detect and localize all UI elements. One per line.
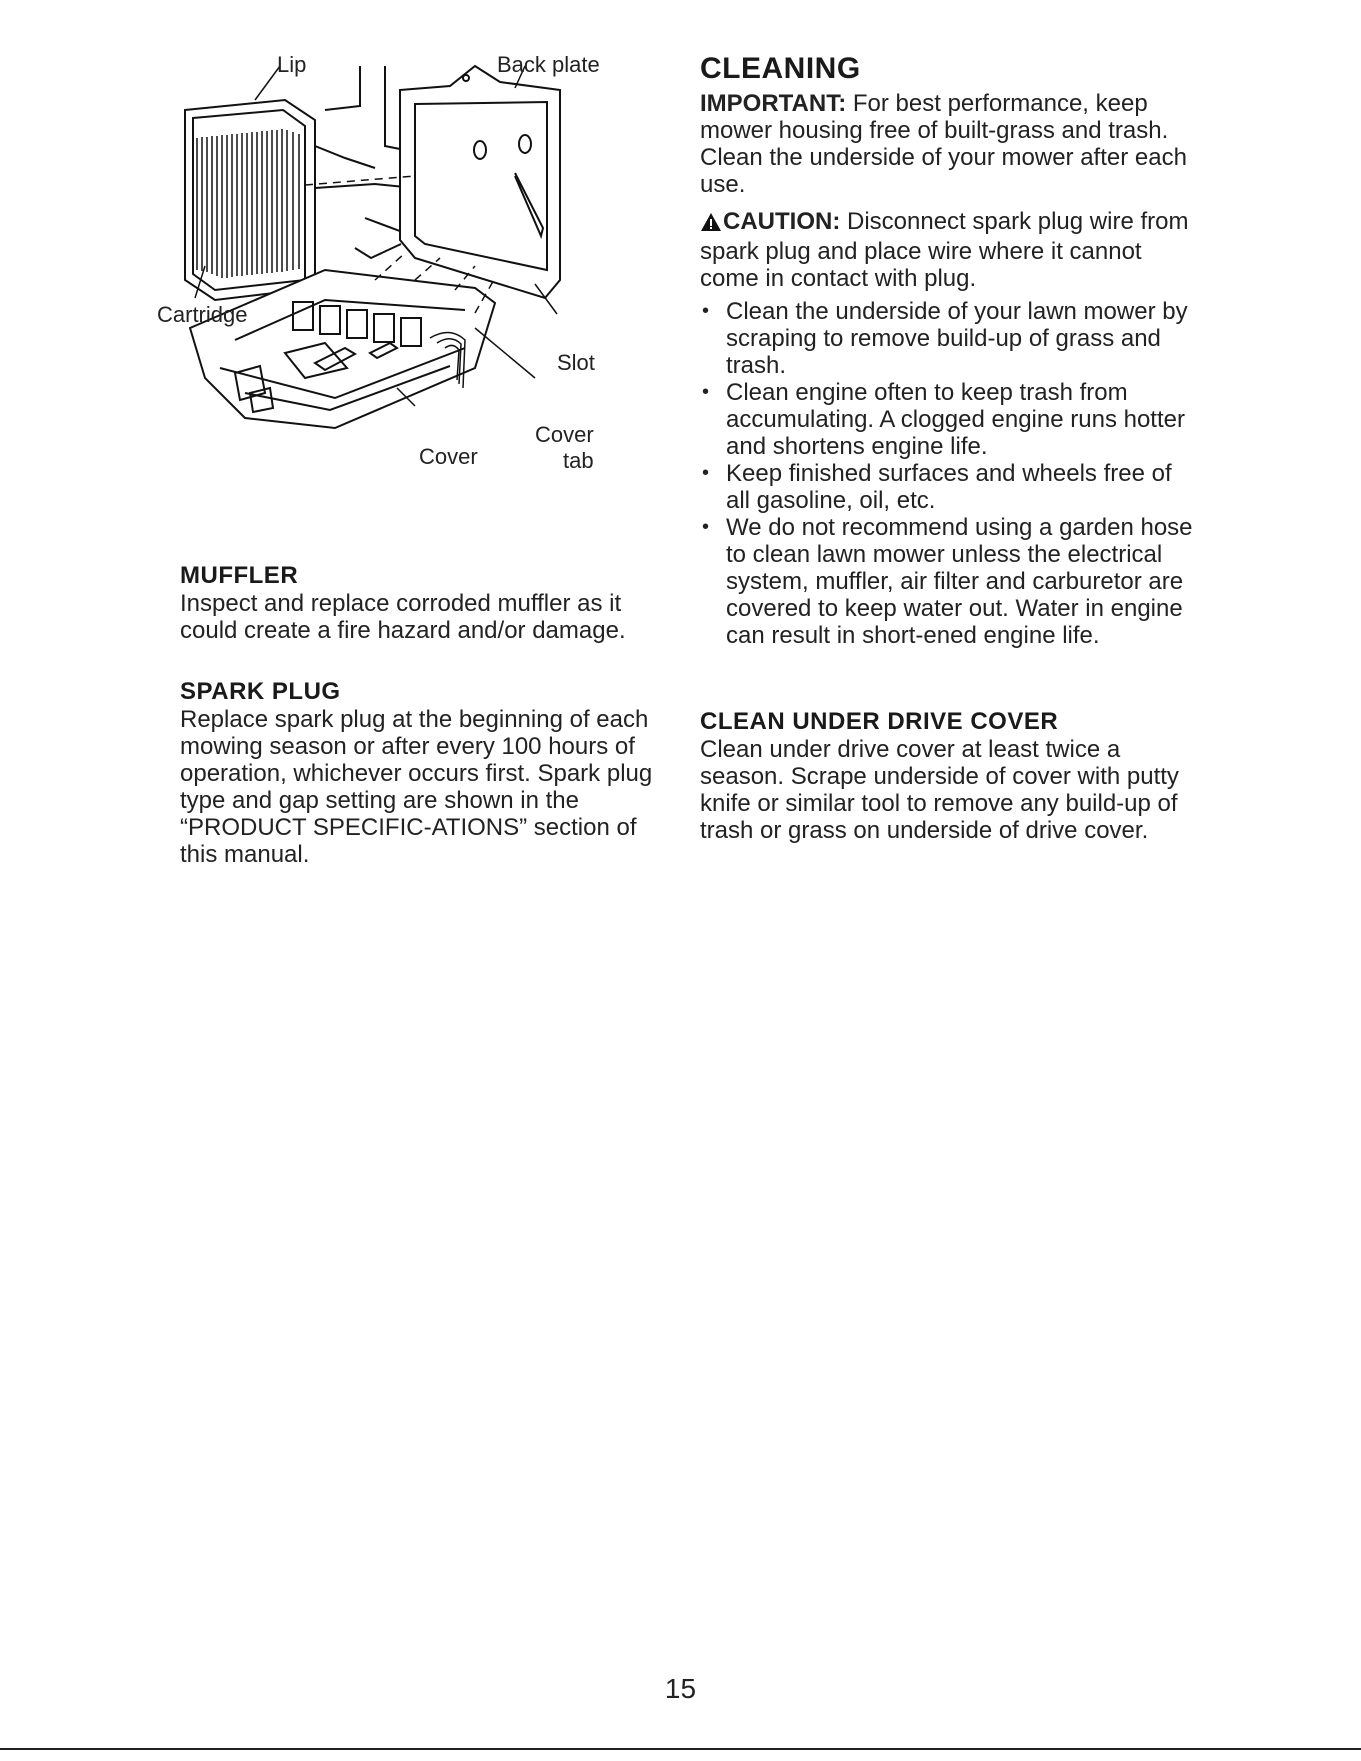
cleaning-bullet-list <box>700 298 1200 649</box>
important-label: IMPORTANT: <box>700 90 847 117</box>
warning-triangle-icon <box>700 211 722 238</box>
list-item: • We do not recommend using a garden hose to clean lawn mower unless the electrical system, muffler, air filter and carburetor are covered to keep water out. Water in engine can result in short-ened engine life. <box>700 514 1200 649</box>
bottom-rule <box>0 1748 1361 1750</box>
list-item: • Keep finished surfaces and wheels free of all gasoline, oil, etc. <box>700 460 1200 514</box>
list-item: • Clean the underside of your lawn mower by scraping to remove build-up of grass and trash. <box>700 298 1200 379</box>
muffler-heading: MUFFLER <box>180 562 299 589</box>
callout-back-plate: Back plate <box>497 52 600 77</box>
air-filter-diagram <box>157 48 675 488</box>
callout-lip: Lip <box>277 52 307 77</box>
callout-cover-tab-1: Cover <box>535 422 594 447</box>
muffler-text: Inspect and replace corroded muffler as it could create a fire hazard and/or damage. <box>180 590 626 644</box>
callout-slot: Slot <box>557 350 595 375</box>
important-text: For best performance, keep mower housing free of built-grass and trash. Clean the underside of your mower after each use. <box>700 90 1187 198</box>
callout-cartridge: Cartridge <box>157 302 248 327</box>
spark-plug-text: Replace spark plug at the beginning of each mowing season or after every 100 hours of operation, whichever occurs first. Spark plug type and gap setting are shown in the “PRODUCT SPECIFIC-ATIONS” section of this manual. <box>180 706 653 868</box>
back-plate-shape <box>400 66 560 298</box>
spark-plug-heading: SPARK PLUG <box>180 678 341 705</box>
caution-label: CAUTION: <box>723 208 841 235</box>
clean-under-drive-cover-text: Clean under drive cover at least twice a season. Scrape underside of cover with putty knife or similar tool to remove any build-up of trash or grass on underside of drive cover. <box>700 736 1179 844</box>
list-item: • Clean engine often to keep trash from accumulating. A clogged engine runs hotter and shortens engine life. <box>700 379 1200 460</box>
caution-text: Disconnect spark plug wire from spark plug and place wire where it cannot come in contact with plug. <box>700 208 1189 292</box>
callout-cover: Cover <box>419 444 478 469</box>
caution-notice <box>700 208 1200 292</box>
air-filter-illustration <box>175 48 675 488</box>
cleaning-heading: CLEANING <box>700 52 861 85</box>
clean-under-drive-cover-heading: CLEAN UNDER DRIVE COVER <box>700 708 1059 735</box>
callout-cover-tab-2: tab <box>563 448 594 473</box>
page-number: 15 <box>664 1673 697 1704</box>
important-notice <box>700 90 1200 198</box>
